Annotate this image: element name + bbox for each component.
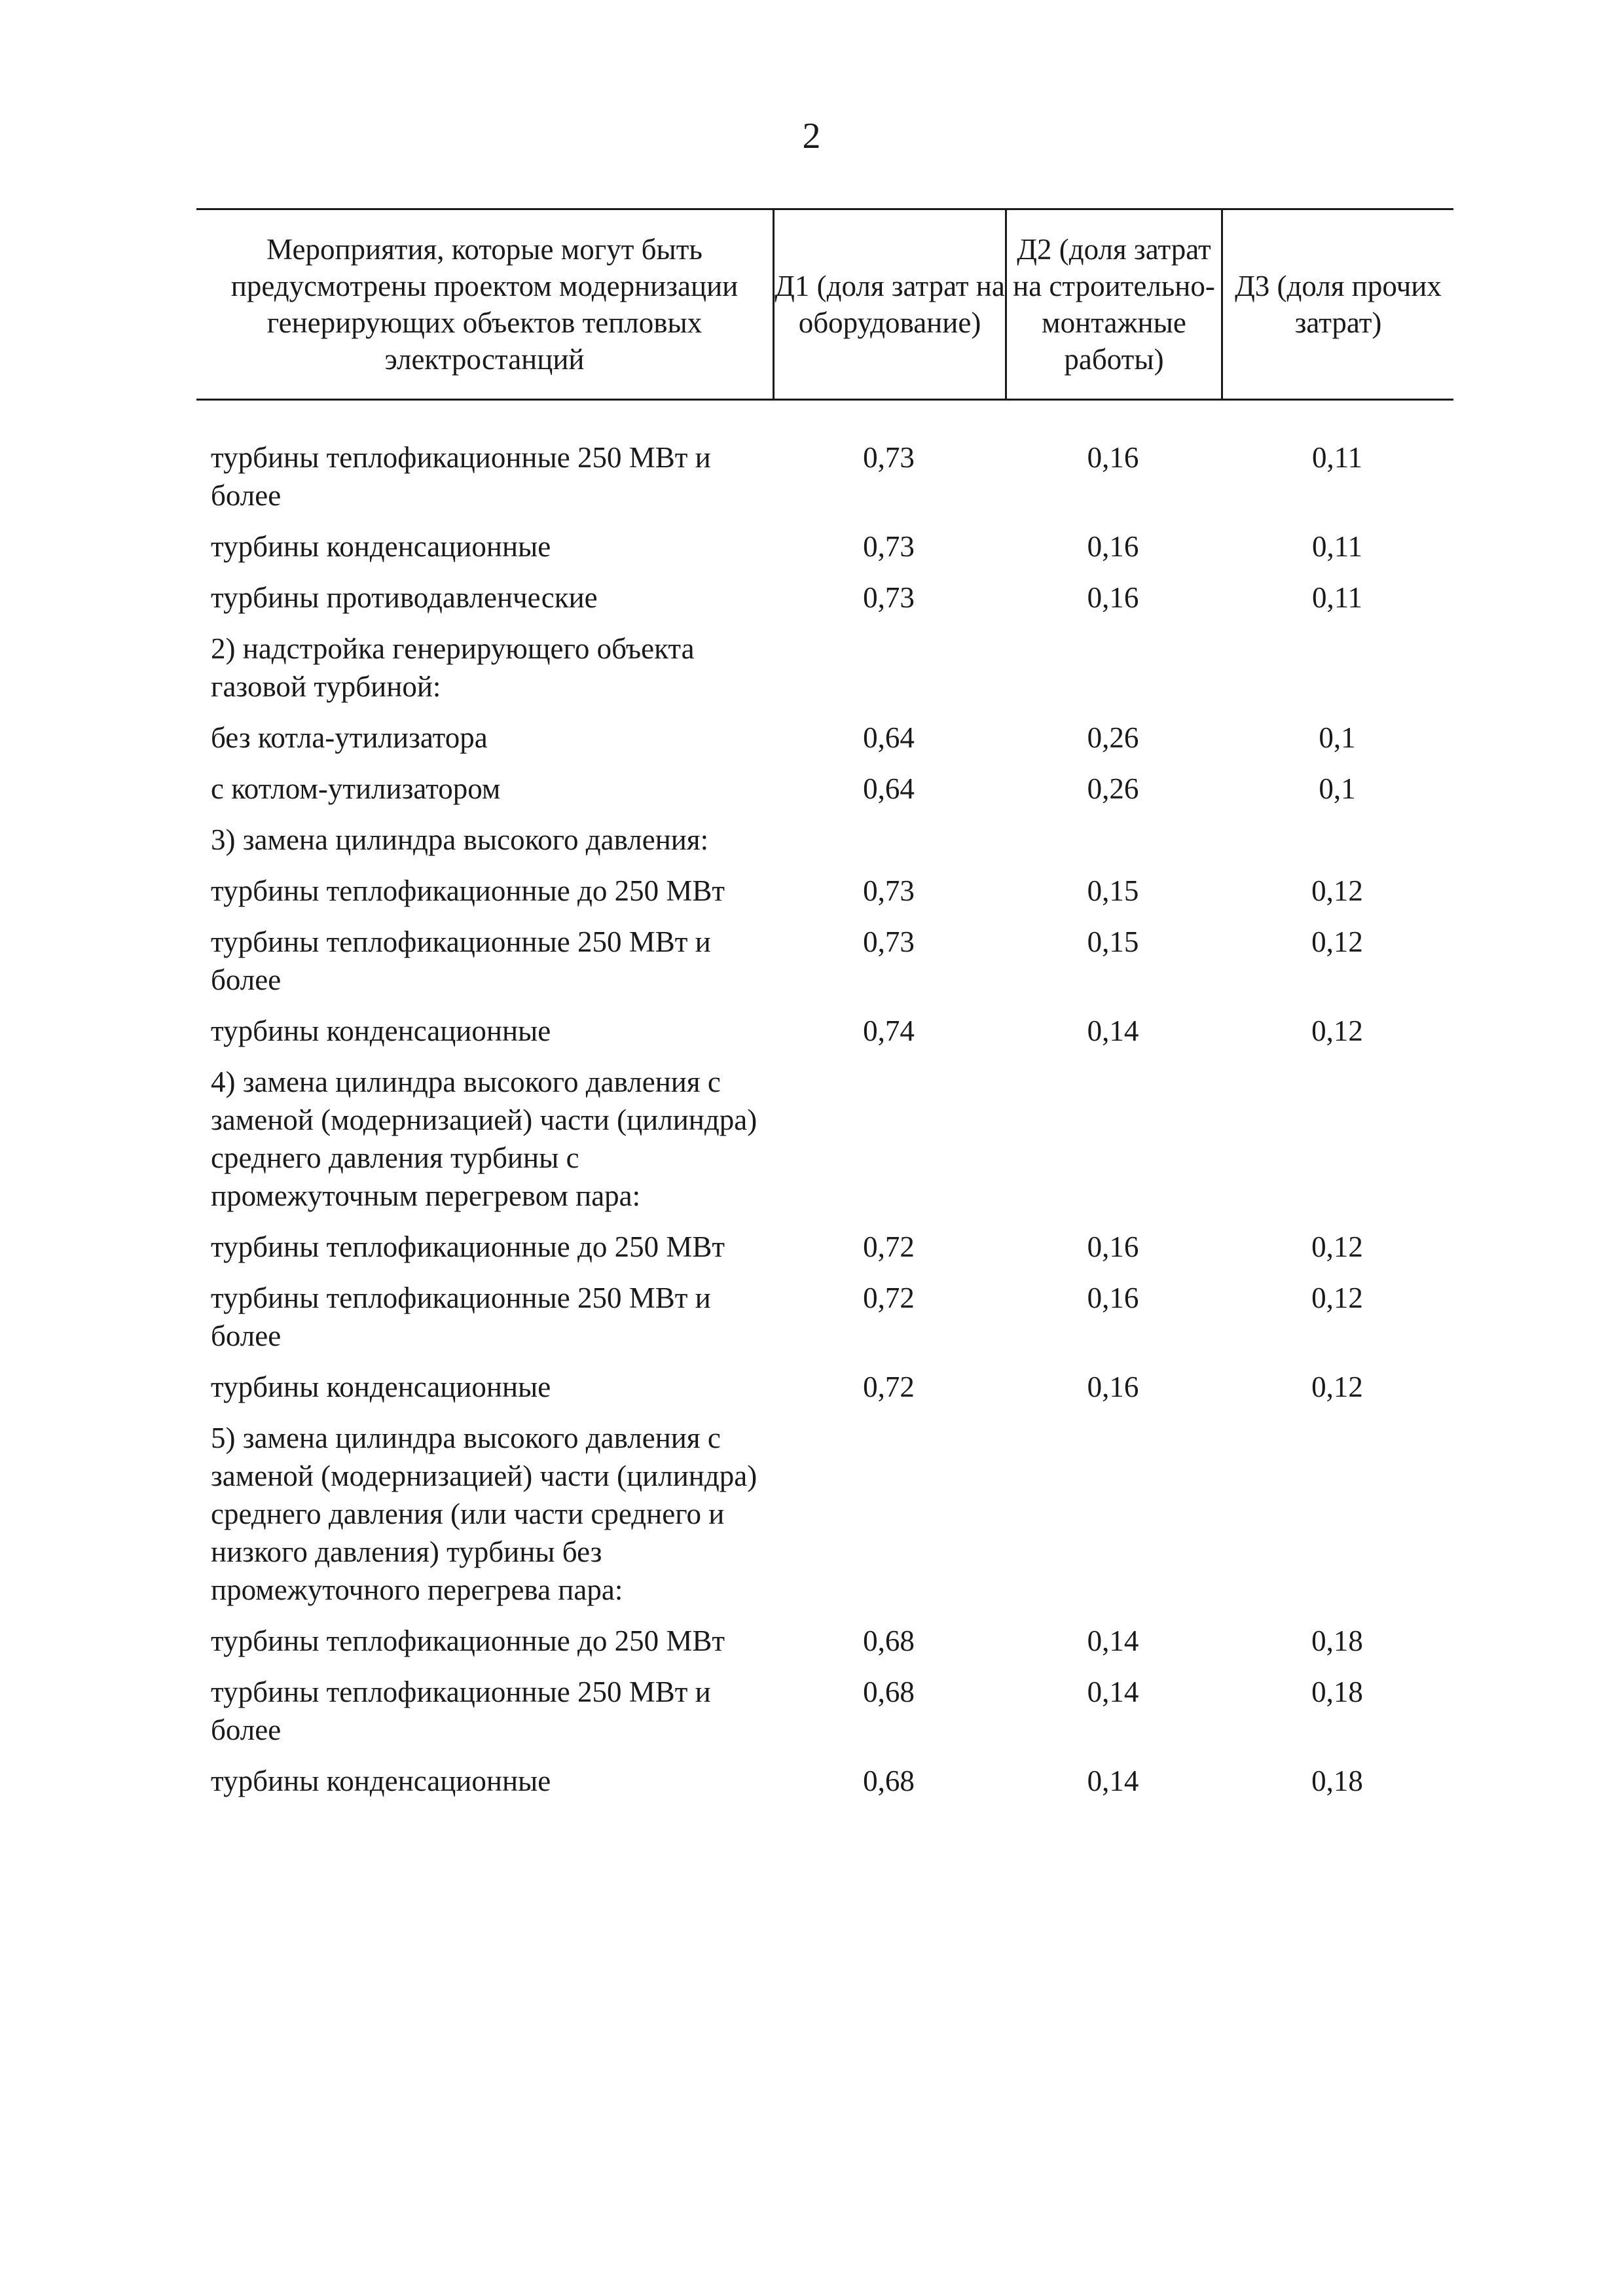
d1-value	[773, 821, 1005, 859]
measure-text: 4) замена цилиндра высокого давления с заменой (модернизацией) части (цилиндра) среднего давления турбины с промежуточным перегревом пара:	[211, 1066, 757, 1212]
d1-value: 0,68	[863, 1765, 915, 1797]
d1-value: 0,73	[863, 581, 915, 614]
d2-value: 0,14	[1087, 1676, 1139, 1708]
measure-text: турбины конденсационные	[211, 1765, 551, 1797]
d3-value: 0,18	[1311, 1676, 1363, 1708]
d1-value: 0,68	[863, 1624, 915, 1657]
cost-share-table	[196, 208, 1453, 1813]
table-row	[196, 1419, 1453, 1609]
measure-text: турбины конденсационные	[211, 1371, 551, 1403]
d2-value	[1005, 630, 1221, 706]
d2-value: 0,16	[1087, 581, 1139, 614]
d1-value: 0,72	[863, 1282, 915, 1314]
measure-text: турбины теплофикационные 250 МВт и более	[211, 441, 711, 512]
table-row	[196, 872, 1453, 910]
table-row	[196, 1762, 1453, 1800]
d1-value: 0,72	[863, 1230, 915, 1263]
table-row	[196, 1279, 1453, 1355]
d2-value: 0,14	[1087, 1624, 1139, 1657]
d2-value: 0,26	[1087, 721, 1139, 754]
d3-value: 0,11	[1311, 581, 1363, 614]
measure-text: турбины конденсационные	[211, 1014, 551, 1047]
d3-value: 0,12	[1311, 1282, 1363, 1314]
d2-value: 0,16	[1087, 1230, 1139, 1263]
d2-value: 0,15	[1087, 874, 1139, 907]
d2-value	[1005, 821, 1221, 859]
d1-value: 0,73	[863, 874, 915, 907]
table-row	[196, 1228, 1453, 1266]
d3-value: 0,12	[1311, 874, 1363, 907]
table-row	[196, 1063, 1453, 1215]
header-d2: Д2 (доля затрат на строительно-монтажные работы)	[1005, 210, 1221, 399]
measure-text: без котла-утилизатора	[211, 721, 488, 754]
table-body	[196, 401, 1453, 1800]
d1-value: 0,74	[863, 1014, 915, 1047]
measure-text: турбины теплофикационные до 250 МВт	[211, 874, 725, 907]
table-row	[196, 719, 1453, 757]
d3-value: 0,12	[1311, 1230, 1363, 1263]
table-header	[196, 208, 1453, 401]
d3-value: 0,12	[1311, 925, 1363, 958]
d1-value: 0,73	[863, 925, 915, 958]
d3-value	[1221, 630, 1453, 706]
d1-value: 0,64	[863, 772, 915, 805]
d2-value: 0,16	[1087, 1371, 1139, 1403]
table-row	[196, 923, 1453, 999]
measure-text: 3) замена цилиндра высокого давления:	[211, 823, 709, 856]
measure-text: турбины конденсационные	[211, 530, 551, 563]
d3-value: 0,18	[1311, 1624, 1363, 1657]
d3-value: 0,1	[1319, 772, 1356, 805]
d3-value: 0,11	[1311, 441, 1363, 474]
table-row	[196, 821, 1453, 859]
table-row	[196, 439, 1453, 514]
measure-text: турбины теплофикационные 250 МВт и более	[211, 1676, 711, 1746]
header-d3: Д3 (доля прочих затрат)	[1221, 210, 1453, 399]
d1-value: 0,72	[863, 1371, 915, 1403]
measure-text: турбины теплофикационные 250 МВт и более	[211, 925, 711, 996]
measure-text: с котлом-утилизатором	[211, 772, 501, 805]
d3-value: 0,11	[1311, 530, 1363, 563]
measure-text: турбины теплофикационные до 250 МВт	[211, 1230, 725, 1263]
d1-value	[773, 630, 1005, 706]
d3-value: 0,1	[1319, 721, 1356, 754]
measure-text: 5) замена цилиндра высокого давления с заменой (модернизацией) части (цилиндра) среднего давления (или части среднего и низкого давления) турбины без промежуточного перегрева пара:	[211, 1422, 757, 1606]
d3-value: 0,12	[1311, 1014, 1363, 1047]
measure-text: турбины теплофикационные 250 МВт и более	[211, 1282, 711, 1352]
table-row	[196, 630, 1453, 706]
d2-value: 0,16	[1087, 441, 1139, 474]
d1-value	[773, 1063, 1005, 1215]
table-row	[196, 528, 1453, 565]
header-measures: Мероприятия, которые могут быть предусмотрены проектом модернизации генерирующих объектов тепловых электростанций	[230, 233, 739, 376]
measure-text: турбины теплофикационные до 250 МВт	[211, 1624, 725, 1657]
d2-value: 0,26	[1087, 772, 1139, 805]
d3-value	[1221, 1063, 1453, 1215]
d3-value: 0,18	[1311, 1765, 1363, 1797]
d2-value	[1005, 1419, 1221, 1609]
d1-value: 0,73	[863, 441, 915, 474]
d1-value: 0,64	[863, 721, 915, 754]
measure-text: турбины противодавленческие	[211, 581, 598, 614]
table-row	[196, 579, 1453, 617]
d3-value: 0,12	[1311, 1371, 1363, 1403]
d1-value: 0,68	[863, 1676, 915, 1708]
table-row	[196, 1673, 1453, 1749]
table-row	[196, 1012, 1453, 1050]
table-row	[196, 1368, 1453, 1406]
d3-value	[1221, 1419, 1453, 1609]
d3-value	[1221, 821, 1453, 859]
d2-value: 0,14	[1087, 1765, 1139, 1797]
table-row	[196, 1622, 1453, 1660]
d2-value: 0,16	[1087, 1282, 1139, 1314]
measure-text: 2) надстройка генерирующего объекта газовой турбиной:	[211, 632, 695, 703]
d2-value	[1005, 1063, 1221, 1215]
d1-value: 0,73	[863, 530, 915, 563]
header-d1: Д1 (доля затрат на оборудование)	[773, 210, 1005, 399]
d2-value: 0,15	[1087, 925, 1139, 958]
d2-value: 0,14	[1087, 1014, 1139, 1047]
table-row	[196, 770, 1453, 808]
d1-value	[773, 1419, 1005, 1609]
d2-value: 0,16	[1087, 530, 1139, 563]
page-number: 2	[802, 116, 821, 156]
